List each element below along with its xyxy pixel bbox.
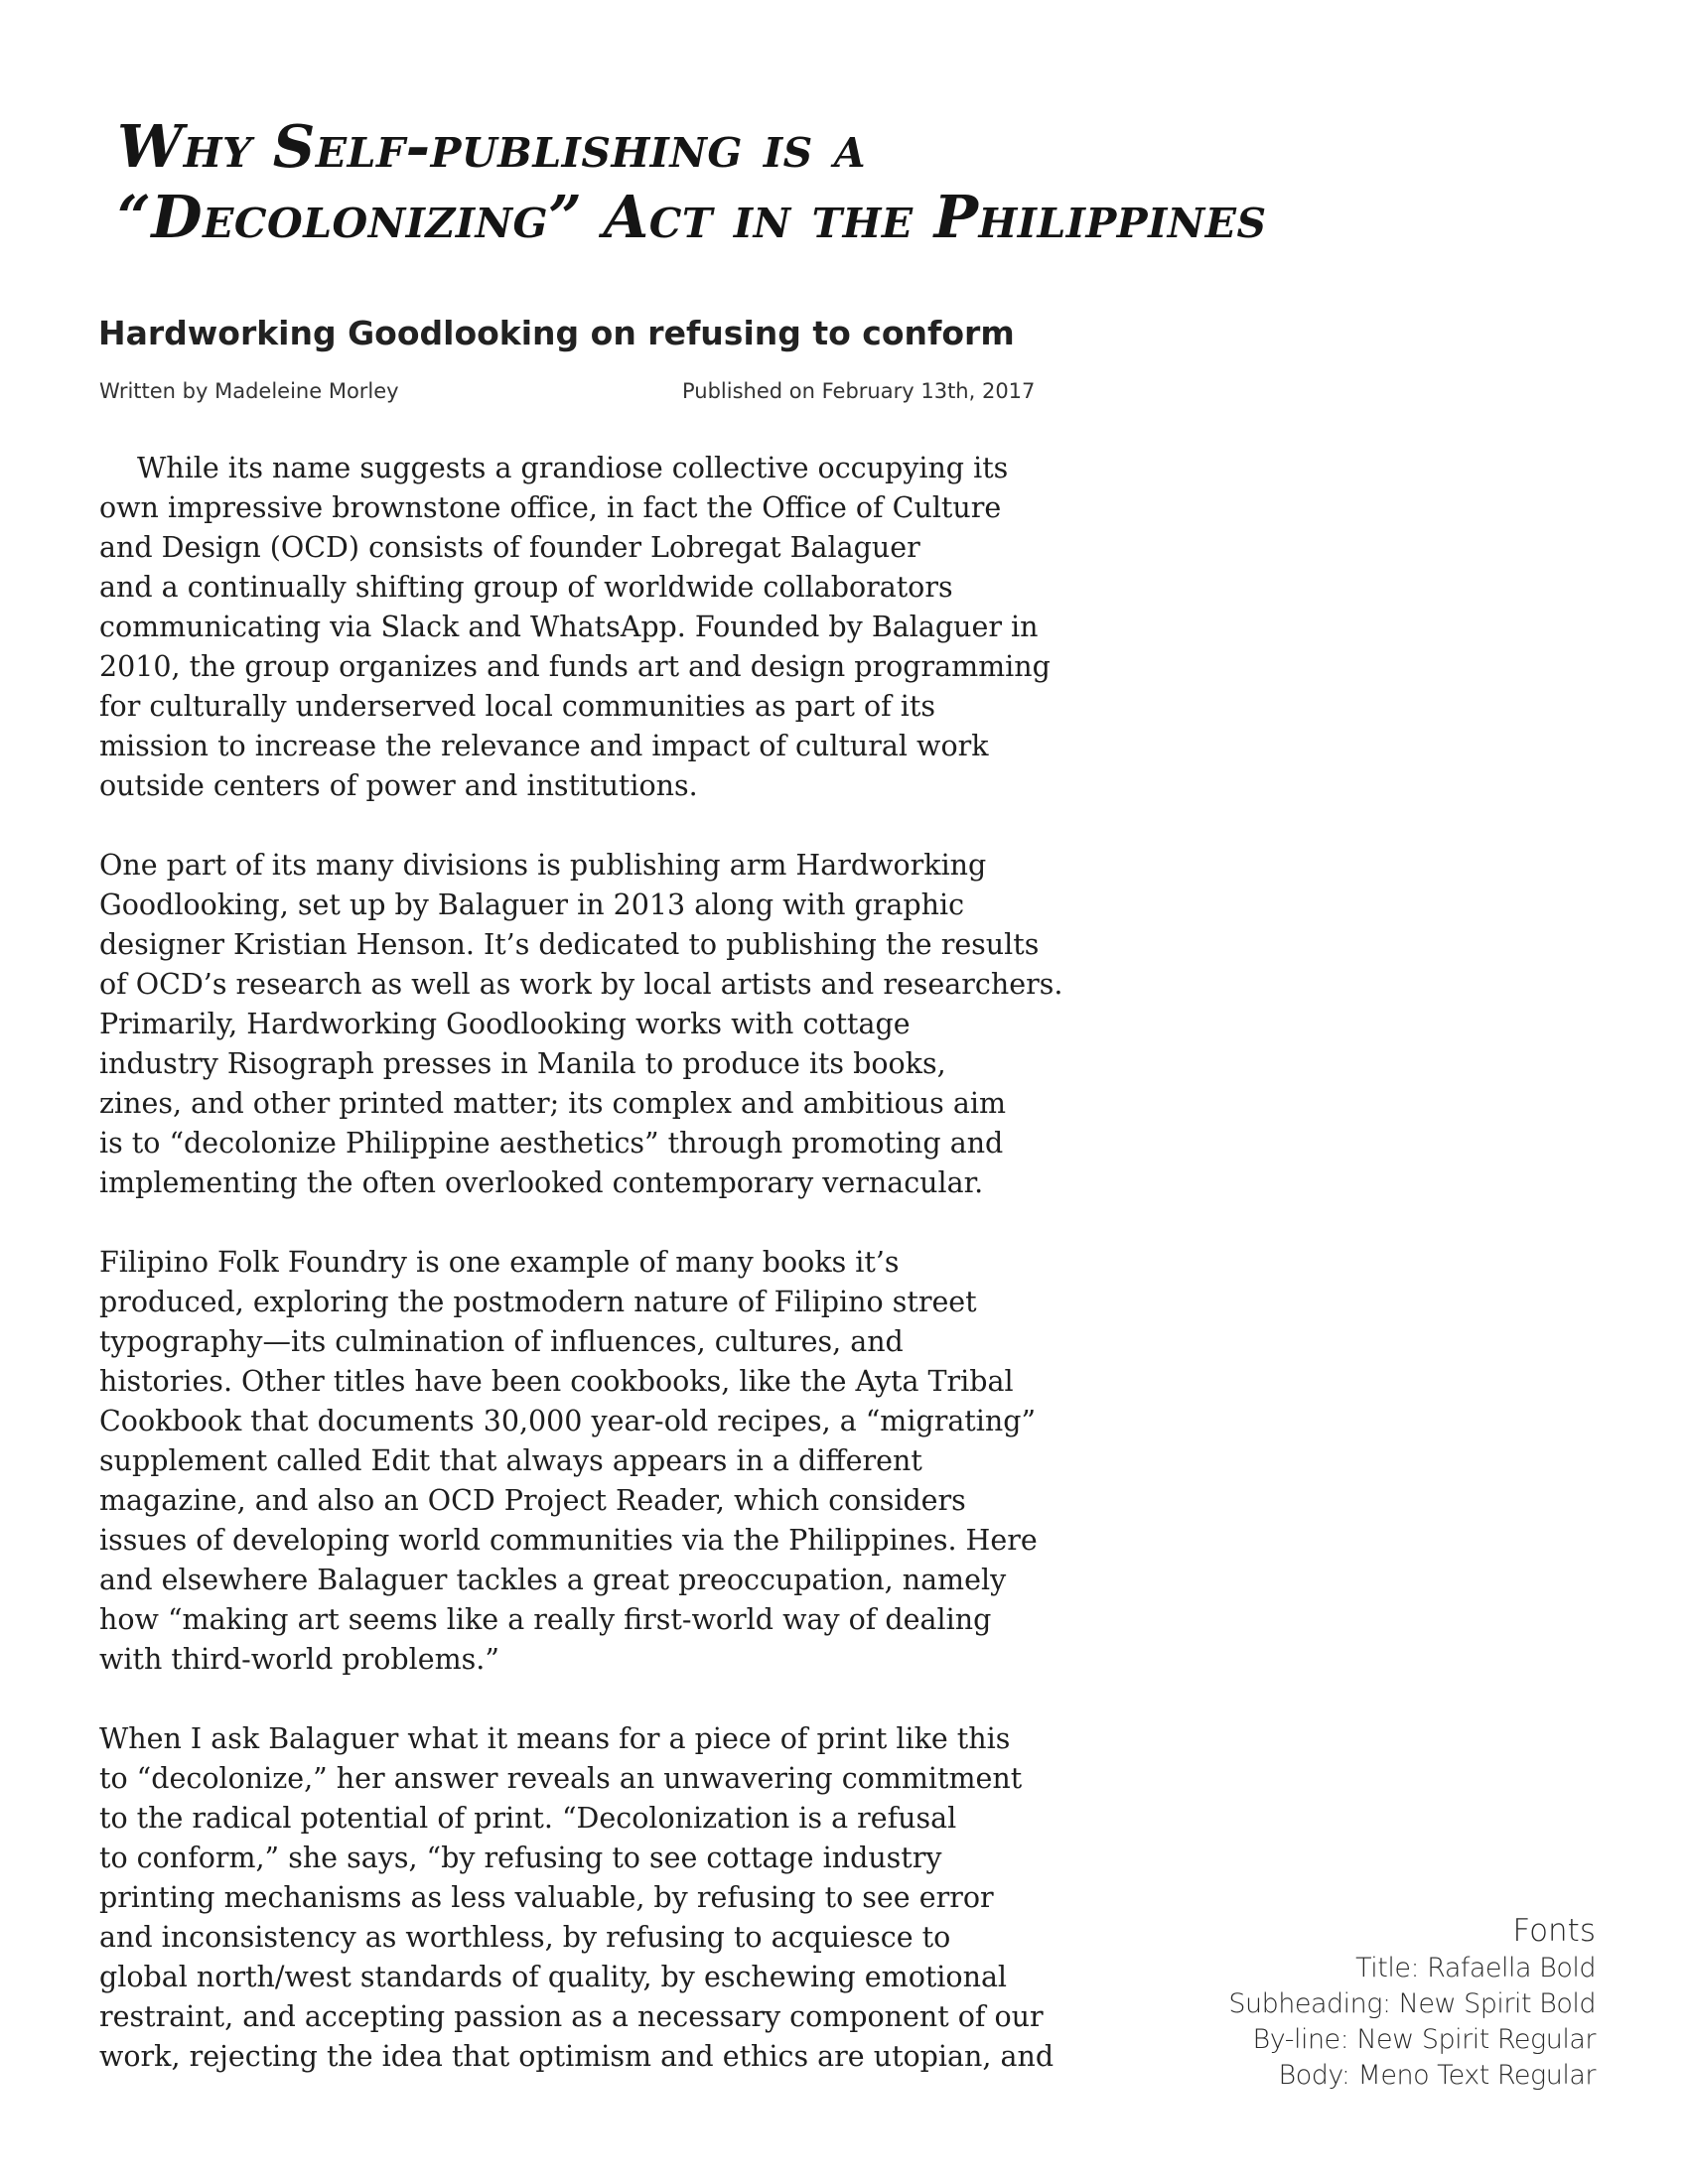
body-line: how “making art seems like a really first-world way of dealing — [99, 1603, 992, 1636]
body-line: printing mechanisms as less valuable, by refusing to see error — [99, 1881, 994, 1914]
fonts-note-byline-font: By-line: New Spirit Regular — [1252, 2024, 1596, 2055]
body-line: to conform,” she says, “by refusing to see cottage industry — [99, 1842, 942, 1874]
body-line: and inconsistency as worthless, by refusing to acquiesce to — [99, 1921, 951, 1954]
body-line: and elsewhere Balaguer tackles a great preoccupation, namely — [99, 1564, 1007, 1596]
body-line: histories. Other titles have been cookbooks, like the Ayta Tribal — [99, 1365, 1014, 1398]
body-line: own impressive brownstone office, in fact the Office of Culture — [99, 491, 1002, 524]
body-line: communicating via Slack and WhatsApp. Founded by Balaguer in — [99, 611, 1039, 643]
body-line: with third-world problems.” — [99, 1643, 499, 1676]
body-line: mission to increase the relevance and impact of cultural work — [99, 730, 989, 762]
body-line: One part of its many divisions is publishing arm Hardworking — [99, 849, 987, 882]
body-line: of OCD’s research as well as work by local artists and researchers. — [99, 968, 1063, 1001]
fonts-note-subheading-font: Subheading: New Spirit Bold — [1228, 1988, 1596, 2019]
body-line: Filipino Folk Foundry is one example of many books it’s — [99, 1246, 900, 1279]
body-line: for culturally underserved local communities as part of its — [99, 690, 935, 723]
fonts-note — [1228, 1911, 1596, 2094]
body-line: designer Kristian Henson. It’s dedicated to publishing the results — [99, 928, 1040, 961]
article-subheading: Hardworking Goodlooking on refusing to conform — [98, 314, 1015, 352]
body-line: is to “decolonize Philippine aesthetics” through promoting and — [99, 1127, 1004, 1160]
body-line: restraint, and accepting passion as a necessary component of our — [99, 2000, 1044, 2033]
body-line: supplement called Edit that always appears in a different — [99, 1444, 922, 1477]
body-line: and Design (OCD) consists of founder Lobregat Balaguer — [99, 531, 920, 564]
article-title-line-2: “Decolonizing” Act in the Philippines — [117, 183, 1267, 251]
body-line: global north/west standards of quality, by eschewing emotional — [99, 1961, 1008, 1993]
fonts-note-body-font: Body: Meno Text Regular — [1278, 2060, 1596, 2091]
body-line: When I ask Balaguer what it means for a piece of print like this — [99, 1722, 1011, 1755]
byline-date: Published on February 13th, 2017 — [682, 379, 1036, 403]
body-line: Goodlooking, set up by Balaguer in 2013 along with graphic — [99, 888, 965, 921]
fonts-note-title-font: Title: Rafaella Bold — [1355, 1953, 1596, 1983]
body-line: to the radical potential of print. “Decolonization is a refusal — [99, 1802, 957, 1835]
body-line: issues of developing world communities via the Philippines. Here — [99, 1524, 1038, 1557]
body-line: work, rejecting the idea that optimism and ethics are utopian, and — [99, 2040, 1055, 2073]
fonts-note-heading: Fonts — [1512, 1913, 1596, 1949]
body-paragraph-4 — [99, 1719, 1092, 2077]
body-line: to “decolonize,” her answer reveals an unwavering commitment — [99, 1762, 1023, 1795]
article-title — [117, 111, 1607, 252]
body-line: industry Risograph presses in Manila to produce its books, — [99, 1047, 946, 1080]
body-line: outside centers of power and institutions. — [99, 769, 698, 802]
article-title-line-1: Why Self-publishing is a — [117, 112, 867, 181]
body-line: Cookbook that documents 30,000 year-old recipes, a “migrating” — [99, 1405, 1037, 1437]
body-line: implementing the often overlooked contemporary vernacular. — [99, 1166, 984, 1199]
body-paragraph-2 — [99, 846, 1092, 1203]
article-body — [99, 449, 1092, 2077]
byline-author: Written by Madeleine Morley — [99, 379, 399, 403]
body-line: and a continually shifting group of worldwide collaborators — [99, 571, 953, 604]
body-line: 2010, the group organizes and funds art and design programming — [99, 650, 1051, 683]
body-line: produced, exploring the postmodern nature of Filipino street — [99, 1286, 977, 1318]
body-paragraph-3 — [99, 1243, 1092, 1680]
body-line: While its name suggests a grandiose collective occupying its — [137, 452, 1009, 484]
body-line: typography—its culmination of influences, cultures, and — [99, 1325, 904, 1358]
body-line: Primarily, Hardworking Goodlooking works with cottage — [99, 1008, 911, 1040]
body-line: magazine, and also an OCD Project Reader, which considers — [99, 1484, 966, 1517]
body-paragraph-1 — [99, 449, 1092, 806]
body-line: zines, and other printed matter; its complex and ambitious aim — [99, 1087, 1006, 1120]
